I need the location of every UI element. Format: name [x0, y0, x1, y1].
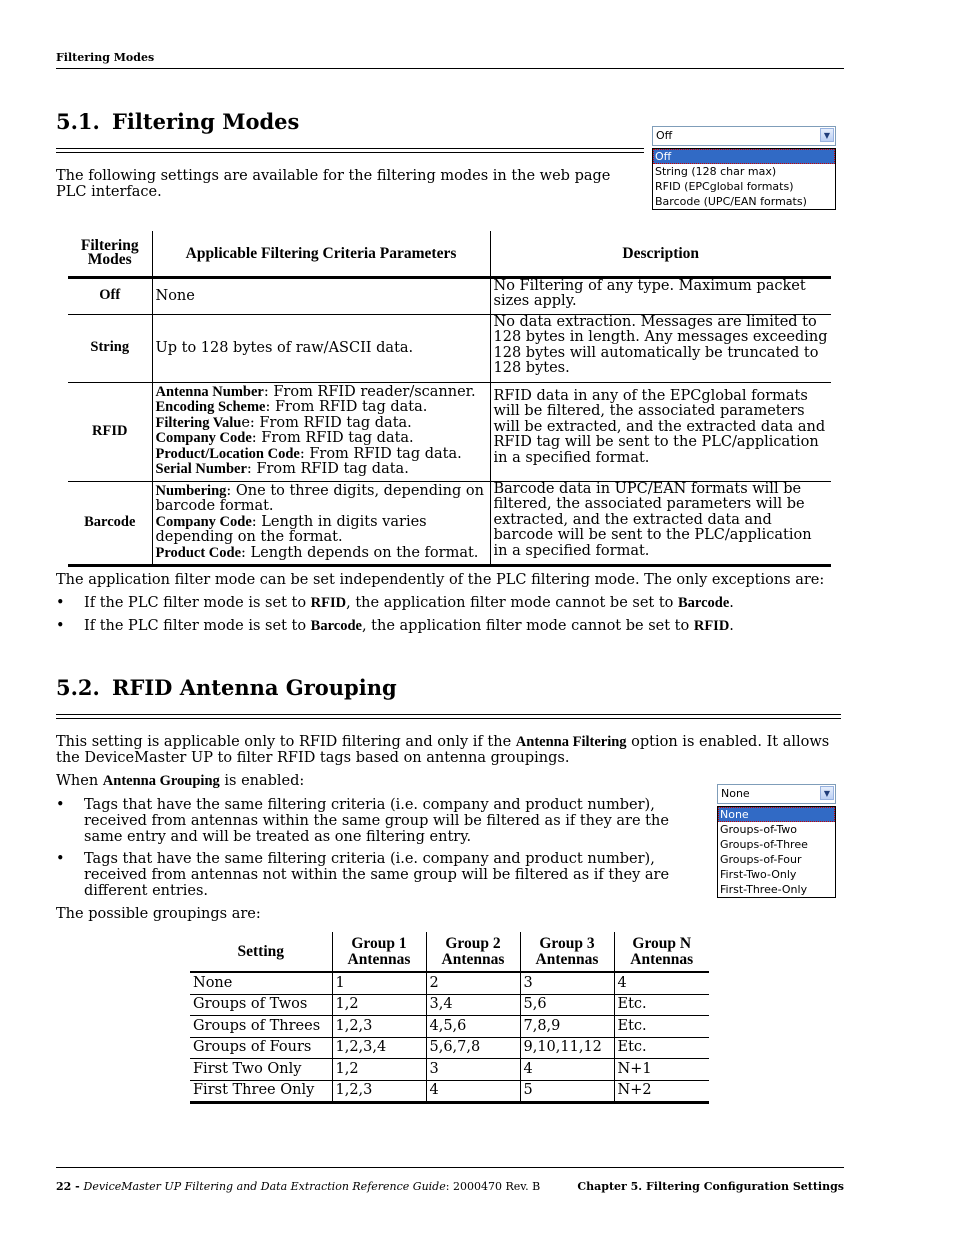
table-cell: First Three Only: [190, 1080, 332, 1103]
table-cell: 2: [426, 972, 520, 994]
table-row: [68, 481, 831, 565]
table-cell: 1,2,3: [332, 1080, 426, 1103]
dropdown-option[interactable]: None: [718, 807, 835, 822]
dropdown-options: [717, 806, 836, 898]
table-header: Group N Antennas: [614, 932, 709, 972]
param-line: Encoding Scheme: From RFID tag data.: [155, 399, 428, 415]
bullet-icon: •: [56, 797, 65, 813]
section-number: 5.2.: [56, 675, 100, 700]
params-cell: [152, 481, 490, 565]
mode-cell: String: [68, 314, 152, 382]
running-head: Filtering Modes: [56, 51, 155, 64]
list-item: • Tags that have the same filtering criteria (i.e. company and product number), received from antennas not within the same group will be filtered as if they are different entries.: [56, 851, 670, 899]
table-row: [190, 994, 709, 1016]
section-title: RFID Antenna Grouping: [112, 675, 397, 700]
table-cell: Groups of Twos: [190, 994, 332, 1016]
description-cell: No data extraction. Messages are limited to 128 bytes in length. Any messages exceeding 128 bytes will automatically be truncated to 128 bytes.: [490, 314, 831, 382]
param-line: Product Code: Length depends on the format.: [155, 544, 479, 561]
dropdown-option[interactable]: First-Two-Only: [720, 868, 797, 881]
antenna-groupings-table: [190, 932, 709, 1104]
table-header: Description: [490, 231, 831, 277]
mode-cell: Off: [68, 277, 152, 314]
heading-rule: [56, 714, 841, 715]
table-cell: 1,2,3: [332, 1016, 426, 1038]
footer-chapter: Chapter 5. Filtering Configuration Settings: [577, 1180, 844, 1193]
params-cell: [152, 314, 490, 382]
header-rule: [56, 68, 844, 69]
dropdown-field[interactable]: [717, 784, 836, 804]
table-header: Group 2 Antennas: [426, 932, 520, 972]
dropdown-options: [652, 148, 836, 210]
params-cell: [152, 277, 490, 314]
heading-rule: [56, 148, 644, 149]
table-cell: Groups of Threes: [190, 1016, 332, 1038]
table-header: Applicable Filtering Criteria Parameters: [152, 231, 490, 277]
section-intro: The following settings are available for the filtering modes in the web page PLC interface.: [56, 168, 611, 200]
table-header: Filtering Modes: [68, 231, 152, 277]
table-row: [68, 314, 831, 382]
possible-groupings-text: The possible groupings are:: [56, 906, 261, 922]
param-line: Product/Location Code: From RFID tag data.: [155, 445, 462, 462]
table-row: [190, 1037, 709, 1059]
heading-rule: [56, 152, 644, 153]
table-cell: Etc.: [614, 994, 709, 1016]
param-line: Antenna Number: From RFID reader/scanner.: [155, 383, 476, 400]
mode-cell: Barcode: [68, 481, 152, 565]
table-header: Group 1 Antennas: [332, 932, 426, 972]
table-row: [68, 382, 831, 481]
table-cell: 5,6,7,8: [426, 1037, 520, 1059]
dropdown-field[interactable]: [652, 126, 836, 146]
table-row: [190, 1059, 709, 1081]
table-cell: 4: [426, 1080, 520, 1103]
dropdown-value: None: [721, 787, 750, 800]
dropdown-option[interactable]: String (128 char max): [655, 165, 777, 178]
after-table-text: The application filter mode can be set independently of the PLC filtering mode. The only exceptions are:: [56, 572, 825, 588]
table-cell: Etc.: [614, 1037, 709, 1059]
footer-left: [56, 1180, 540, 1193]
bullet-icon: •: [56, 618, 65, 634]
table-cell: 1,2: [332, 1059, 426, 1081]
table-cell: 4,5,6: [426, 1016, 520, 1038]
dropdown-option[interactable]: Off: [653, 149, 835, 164]
filtering-modes-table: [68, 231, 831, 567]
dropdown-value: Off: [656, 129, 673, 142]
param-line: None: [155, 288, 195, 305]
description-cell: Barcode data in UPC/EAN formats will be filtered, the associated parameters will be extracted, and the extracted data and barcode will be sent to the PLC/application in a specified format.: [490, 481, 831, 565]
table-cell: 1,2: [332, 994, 426, 1016]
description-cell: RFID data in any of the EPCglobal formats will be filtered, the associated parameters will be extracted, and the extracted data and RFID tag will be sent to the PLC/application in a specified format.: [490, 382, 831, 481]
guide-title: DeviceMaster UP Filtering and Data Extraction Reference Guide: [83, 1180, 446, 1193]
param-line: Company Code: Length in digits varies depending on the format.: [155, 513, 427, 545]
params-cell: [152, 382, 490, 481]
filtering-mode-dropdown[interactable]: [652, 126, 836, 210]
when-text: When Antenna Grouping is enabled:: [56, 773, 305, 789]
page-number: 22 -: [56, 1180, 84, 1193]
table-cell: N+1: [614, 1059, 709, 1081]
revision: : 2000470 Rev. B: [445, 1180, 541, 1193]
table-header: Setting: [190, 932, 332, 972]
dropdown-option[interactable]: Groups-of-Four: [720, 853, 802, 866]
section-number: 5.1.: [56, 109, 100, 134]
dropdown-option[interactable]: Barcode (UPC/EAN formats): [655, 195, 807, 208]
table-cell: 7,8,9: [520, 1016, 614, 1038]
bullet-icon: •: [56, 595, 65, 611]
dropdown-option[interactable]: Groups-of-Three: [720, 838, 808, 851]
param-line: Up to 128 bytes of raw/ASCII data.: [155, 340, 414, 357]
table-cell: 9,10,11,12: [520, 1037, 614, 1059]
section-intro: This setting is applicable only to RFID filtering and only if the Antenna Filtering option is enabled. It allows the DeviceMaster UP to filter RFID tags based on antenna groupings.: [56, 734, 830, 766]
table-cell: Etc.: [614, 1016, 709, 1038]
table-row: [190, 1016, 709, 1038]
footer-rule: [56, 1167, 844, 1168]
param-line: Company Code: From RFID tag data.: [155, 430, 414, 446]
chevron-down-icon[interactable]: ▼: [820, 128, 834, 142]
list-item: • Tags that have the same filtering criteria (i.e. company and product number), received from antennas within the same group will be filtered as if they are the same entry and will be treated as one filtering entry.: [56, 797, 669, 845]
section-heading: [56, 675, 397, 700]
param-line: Filtering Value: From RFID tag data.: [155, 414, 412, 431]
chevron-down-icon[interactable]: ▼: [820, 786, 834, 800]
dropdown-option[interactable]: First-Three-Only: [720, 883, 808, 896]
table-cell: 3: [426, 1059, 520, 1081]
section-title: Filtering Modes: [112, 109, 300, 134]
table-cell: 5: [520, 1080, 614, 1103]
dropdown-option[interactable]: RFID (EPCglobal formats): [655, 180, 794, 193]
table-row: [190, 1080, 709, 1103]
antenna-grouping-dropdown[interactable]: [717, 784, 836, 898]
table-cell: 1,2,3,4: [332, 1037, 426, 1059]
list-item: • If the PLC filter mode is set to Barcode, the application filter mode cannot be set to RFID.: [56, 618, 734, 634]
mode-cell: RFID: [68, 382, 152, 481]
section-heading: [56, 109, 299, 134]
heading-rule: [56, 718, 841, 719]
table-cell: 4: [614, 972, 709, 994]
table-cell: First Two Only: [190, 1059, 332, 1081]
table-cell: None: [190, 972, 332, 994]
dropdown-option[interactable]: Groups-of-Two: [720, 823, 797, 836]
table-header: Group 3 Antennas: [520, 932, 614, 972]
table-cell: 1: [332, 972, 426, 994]
list-item: • If the PLC filter mode is set to RFID, the application filter mode cannot be set to Barcode.: [56, 595, 734, 611]
bullet-icon: •: [56, 851, 65, 867]
table-cell: Groups of Fours: [190, 1037, 332, 1059]
table-cell: 3,4: [426, 994, 520, 1016]
table-cell: 3: [520, 972, 614, 994]
param-line: Numbering: One to three digits, depending on barcode format.: [155, 482, 484, 514]
table-cell: 5,6: [520, 994, 614, 1016]
description-cell: No Filtering of any type. Maximum packet sizes apply.: [490, 277, 831, 314]
table-cell: 4: [520, 1059, 614, 1081]
param-line: Serial Number: From RFID tag data.: [155, 461, 409, 477]
table-row: [68, 277, 831, 314]
table-row: [190, 972, 709, 994]
table-cell: N+2: [614, 1080, 709, 1103]
